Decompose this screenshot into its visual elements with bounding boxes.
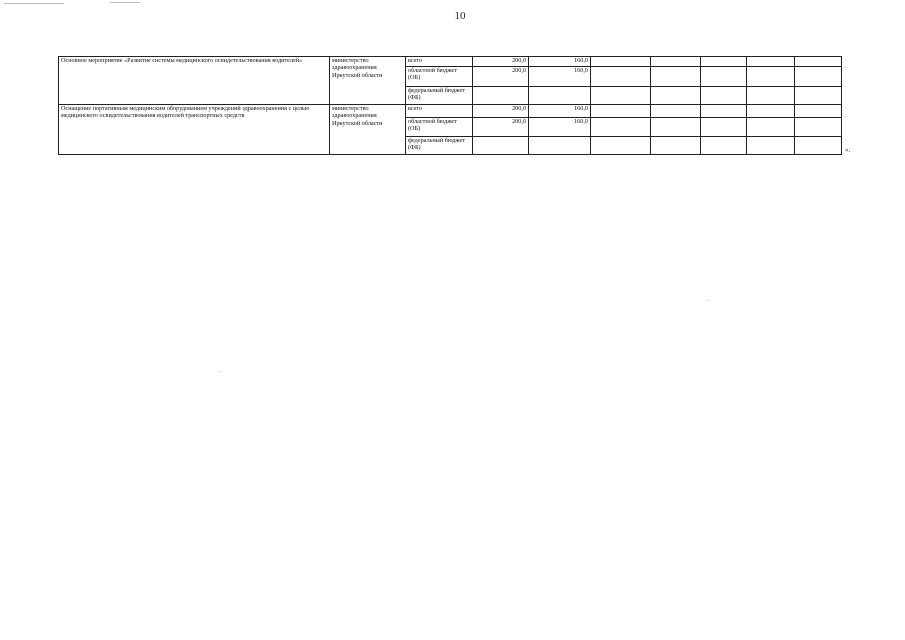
event-name-cell: Основное мероприятие «Развитие системы медицинского освидетельствования водителей»	[59, 57, 330, 105]
event-name-cell: Оснащение портативным медицинским оборудованием учреждений здравоохранения с целью медицинского освидетельствования водителей транспортных средств	[59, 105, 330, 155]
value-cell: 200,0	[473, 57, 529, 67]
value-cell: 160,0	[529, 57, 591, 67]
value-cell: 200,0	[473, 118, 529, 137]
table-row	[59, 57, 842, 67]
closing-quote-mark: ».	[845, 146, 851, 154]
empty-cell	[747, 118, 795, 137]
empty-cell	[591, 105, 651, 118]
empty-cell	[651, 67, 701, 87]
funding-source-cell: областной бюджет (ОБ)	[406, 67, 473, 87]
empty-cell	[747, 57, 795, 67]
empty-cell	[701, 57, 747, 67]
empty-cell	[651, 87, 701, 105]
empty-cell	[795, 87, 842, 105]
value-cell	[529, 87, 591, 105]
scan-artifact	[4, 3, 64, 4]
empty-cell	[701, 105, 747, 118]
scan-artifact	[220, 371, 221, 372]
value-cell	[529, 137, 591, 155]
empty-cell	[747, 67, 795, 87]
funding-source-cell: всего	[406, 57, 473, 67]
funding-source-cell: федеральный бюджет (ФБ)	[406, 137, 473, 155]
executor-cell: министерство здравоохранения Иркутской области	[330, 105, 406, 155]
funding-source-cell: областной бюджет (ОБ)	[406, 118, 473, 137]
empty-cell	[795, 105, 842, 118]
executor-cell: министерство здравоохранения Иркутской области	[330, 57, 406, 105]
empty-cell	[795, 118, 842, 137]
value-cell	[473, 87, 529, 105]
scan-artifact	[708, 300, 709, 301]
scan-artifact	[110, 2, 140, 3]
empty-cell	[747, 105, 795, 118]
value-cell: 160,0	[529, 67, 591, 87]
page-number: 10	[454, 10, 466, 22]
empty-cell	[795, 137, 842, 155]
empty-cell	[795, 57, 842, 67]
empty-cell	[747, 87, 795, 105]
value-cell: 200,0	[473, 67, 529, 87]
empty-cell	[651, 105, 701, 118]
budget-table	[58, 56, 842, 155]
empty-cell	[701, 137, 747, 155]
value-cell: 200,0	[473, 105, 529, 118]
empty-cell	[701, 118, 747, 137]
empty-cell	[591, 67, 651, 87]
funding-source-cell: всего	[406, 105, 473, 118]
empty-cell	[701, 67, 747, 87]
empty-cell	[591, 118, 651, 137]
value-cell: 160,0	[529, 118, 591, 137]
funding-source-cell: федеральный бюджет (ФБ)	[406, 87, 473, 105]
table-row	[59, 105, 842, 118]
empty-cell	[651, 137, 701, 155]
empty-cell	[795, 67, 842, 87]
empty-cell	[747, 137, 795, 155]
empty-cell	[591, 87, 651, 105]
empty-cell	[591, 57, 651, 67]
value-cell: 160,0	[529, 105, 591, 118]
value-cell	[473, 137, 529, 155]
empty-cell	[591, 137, 651, 155]
empty-cell	[701, 87, 747, 105]
empty-cell	[651, 57, 701, 67]
empty-cell	[651, 118, 701, 137]
